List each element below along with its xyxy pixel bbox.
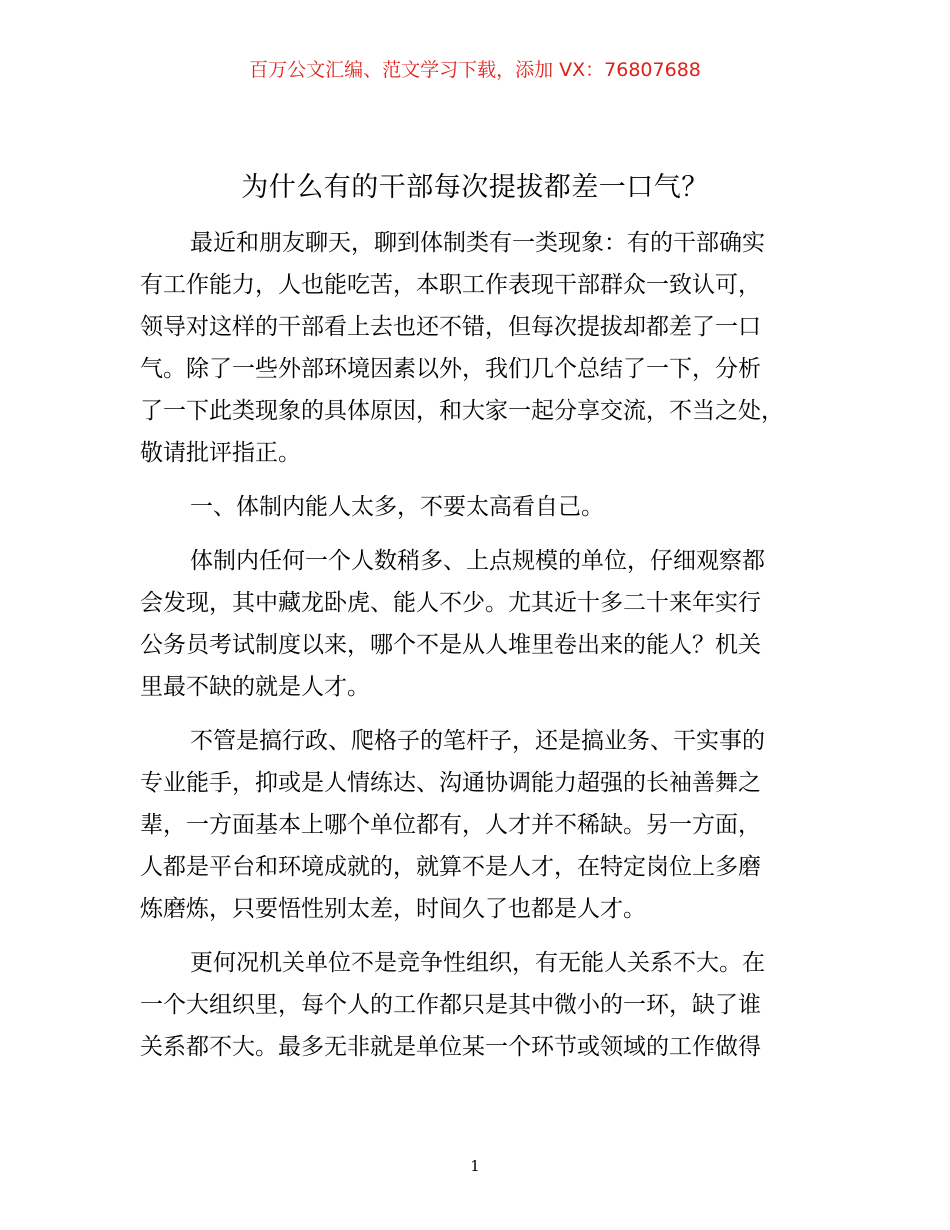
paragraph-line: 有工作能力，人也能吃苦，本职工作表现干部群众一致认可， (140, 272, 761, 298)
paragraph-line: 领导对这样的干部看上去也还不错，但每次提拔却都差了一口 (140, 314, 761, 340)
document-body (140, 222, 830, 1080)
paragraph-line: 辈，一方面基本上哪个单位都有，人才并不稀缺。另一方面， (140, 812, 761, 838)
paragraph-line: 体制内任何一个人数稍多、上点规模的单位，仔细观察都 (190, 548, 765, 574)
paragraph-line: 人都是平台和环境成就的，就算不是人才，在特定岗位上多磨 (140, 854, 761, 880)
paragraph-intro (140, 222, 830, 474)
paragraph-line: 更何况机关单位不是竞争性组织，有无能人关系不大。在 (190, 950, 765, 976)
paragraph-line: 了一下此类现象的具体原因，和大家一起分享交流，不当之处， (140, 398, 784, 424)
paragraph-line: 里最不缺的就是人才。 (140, 674, 370, 700)
paragraph-line: 敬请批评指正。 (140, 440, 301, 466)
paragraph-line: 一个大组织里，每个人的工作都只是其中微小的一环，缺了谁 (140, 992, 761, 1018)
paragraph-types (140, 720, 830, 930)
header-banner: 百万公文汇编、范文学习下载，添加 VX：76807688 (249, 59, 701, 81)
paragraph-line: 公务员考试制度以来，哪个不是从人堆里卷出来的能人？机关 (140, 632, 761, 658)
paragraph-talent (140, 540, 830, 708)
paragraph-organization (140, 942, 830, 1068)
page-number: 1 (470, 1157, 480, 1175)
paragraph-line: 关系都不大。最多无非就是单位某一个环节或领域的工作做得 (140, 1034, 761, 1060)
paragraph-line: 不管是搞行政、爬格子的笔杆子，还是搞业务、干实事的 (190, 728, 765, 754)
section-heading-line: 一、体制内能人太多，不要太高看自己。 (190, 494, 604, 520)
paragraph-line: 最近和朋友聊天，聊到体制类有一类现象：有的干部确实 (190, 230, 765, 256)
paragraph-line: 炼磨炼，只要悟性别太差，时间久了也都是人才。 (140, 896, 646, 922)
paragraph-line: 专业能手，抑或是人情练达、沟通协调能力超强的长袖善舞之 (140, 770, 761, 796)
paragraph-line: 会发现，其中藏龙卧虎、能人不少。尤其近十多二十来年实行 (140, 590, 761, 616)
document-title: 为什么有的干部每次提拔都差一口气？ (241, 172, 709, 203)
section-heading-1 (140, 486, 830, 528)
paragraph-line: 气。除了一些外部环境因素以外，我们几个总结了一下，分析 (140, 356, 761, 382)
